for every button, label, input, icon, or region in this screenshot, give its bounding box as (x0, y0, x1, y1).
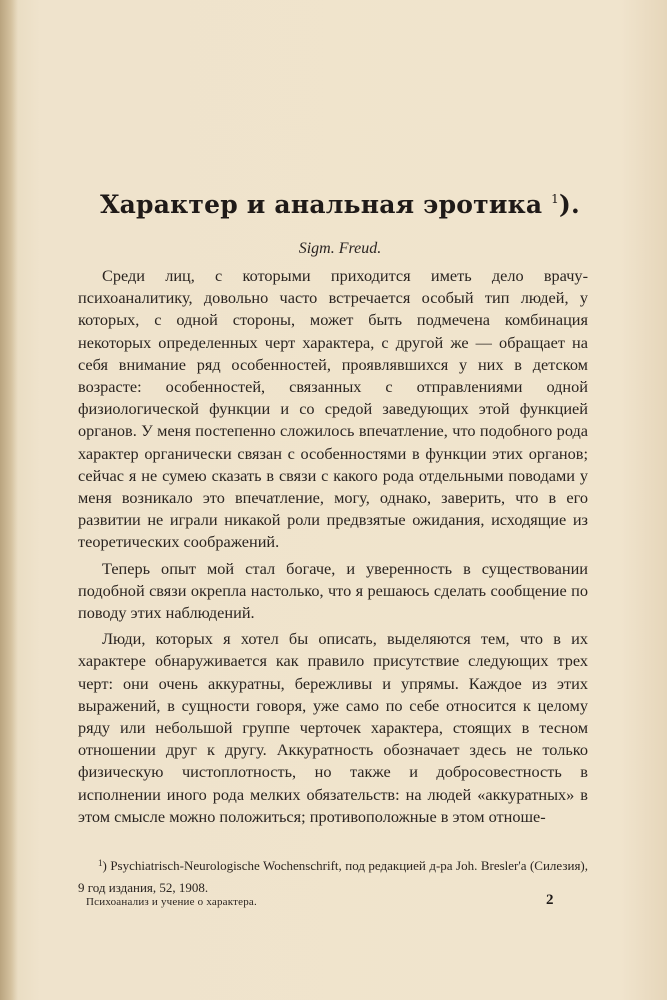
article-author: Sigm. Freud. (298, 240, 382, 257)
paragraph: Люди, которых я хотел бы описать, выделяются тем, что в их характере обнаруживается как правило присутствие следующих трех черт: они очень аккуратны, бережливы и упрямы. Каждое из этих выражений, в сущности говоря, уже само по себе относится к целому ряду или небольшой группе черточек характера, стоящих в тесном отношении друг к другу. Аккуратность обозначает здесь не только физическую чистоплотность, но также и добросовестность в исполнении иного рода мелких обязательств: на людей «аккуратных» в этом смысле можно положиться; противоположные в этом отноше- (78, 629, 588, 826)
article-body (78, 265, 588, 832)
footnote (78, 852, 588, 899)
article-title-text: Характер и анальная эротика (100, 190, 543, 219)
page-spine-shadow (0, 0, 18, 1000)
footnote-text: ) Psychiatrisch-Neurologische Wochenschrift, под редакцией д-ра Joh. Bresler'а (Силезия), 9 год издания, 52, 1908. (78, 858, 588, 895)
title-end: ). (559, 190, 580, 219)
paragraph: Среди лиц, с которыми приходится иметь дело врачу-психоаналитику, довольно часто встречается особый тип людей, у которых, с одной стороны, может быть подмечена комбинация некоторых определенных черт характера, с другой же — обращает на себя внимание ряд особенностей, проявлявшихся у них в детском возрасте: особенностей, связанных с отправлениями одной физиологической функции и со средой заведующих этой функцией органов. У меня постепенно сложилось впечатление, что подобного рода характер органически связан с особенностями в функции этих органов; сейчас я не сумею сказать в связи с какого рода отдельными поводами у меня возникало это впечатление, могу, однако, заверить, что в его развитии не играли никакой роли предвзятые ожидания, исходящие из теоретических соображений. (78, 266, 588, 552)
running-footer-title: Психоанализ и учение о характера. (86, 896, 257, 908)
footnote-marker: 1 (98, 858, 103, 868)
page-number: 2 (546, 892, 554, 908)
title-footnote-marker: 1 (551, 192, 559, 206)
article-title (60, 190, 620, 219)
paragraph: Теперь опыт мой стал богаче, и уверенность в существовании подобной связи окрепла настолько, что я решаюсь сделать сообщение по поводу этих наблюдений. (78, 558, 588, 623)
